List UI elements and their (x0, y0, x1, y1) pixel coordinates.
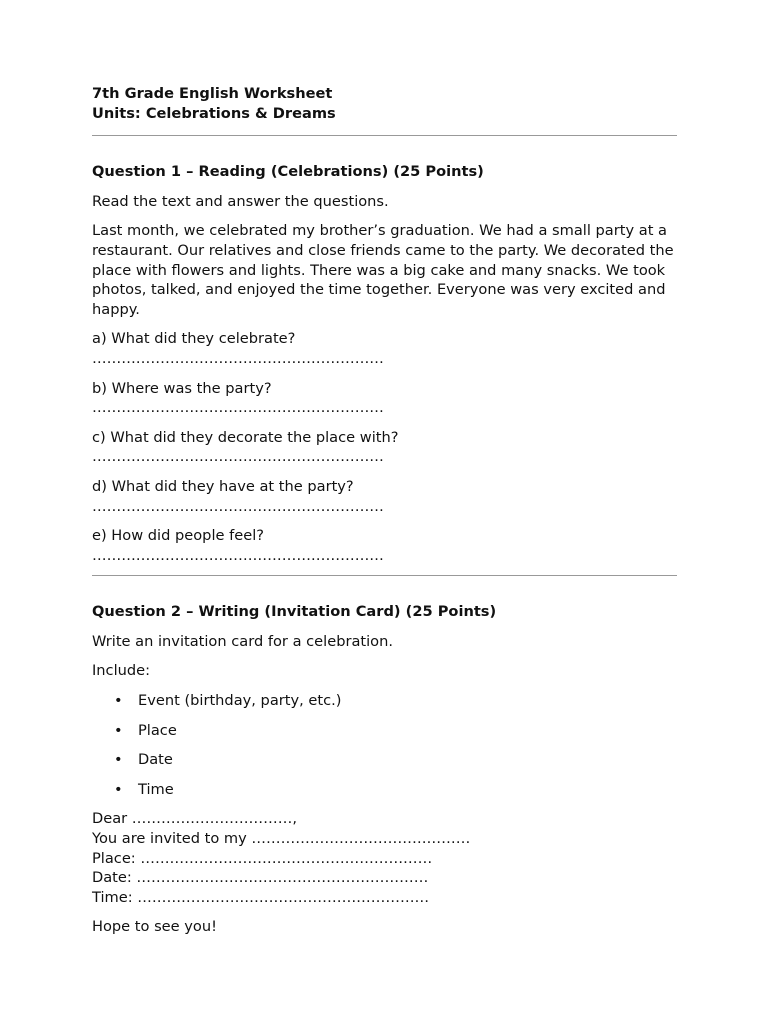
question-1e (92, 526, 677, 565)
worksheet-header (92, 84, 677, 123)
list-item (92, 691, 677, 711)
question-text: d) What did they have at the party? (92, 477, 354, 495)
card-invited-line: You are invited to my ……………………………………… (92, 830, 471, 848)
include-label: Include: (92, 662, 151, 680)
list-item-label: Event (birthday, party, etc.) (138, 692, 342, 710)
question-1d (92, 477, 677, 516)
divider-top (92, 135, 677, 136)
question-1-instruction: Read the text and answer the questions. (92, 192, 389, 210)
list-item (92, 750, 677, 770)
card-place-line: Place: …………………………………………………… (92, 849, 433, 867)
card-closing: Hope to see you! (92, 918, 217, 936)
list-item-label: Place (138, 721, 177, 739)
list-item-label: Date (138, 751, 173, 769)
list-item-label: Time (138, 780, 174, 798)
question-2-section (92, 602, 677, 937)
answer-blank: …………………………………………………… (92, 497, 384, 515)
divider-middle (92, 575, 677, 576)
card-dear-line: Dear ……………………………, (92, 810, 297, 828)
question-text: b) Where was the party? (92, 379, 272, 397)
question-1-section (92, 162, 677, 565)
invitation-card-template (92, 809, 677, 907)
bullet-icon: • (114, 692, 123, 710)
worksheet-title: 7th Grade English Worksheet (92, 85, 333, 102)
question-1b (92, 379, 677, 418)
bullet-icon: • (114, 780, 123, 798)
include-list (92, 691, 677, 799)
card-time-line: Time: …………………………………………………… (92, 888, 430, 906)
worksheet-page (92, 84, 677, 937)
question-text: c) What did they decorate the place with? (92, 428, 399, 446)
worksheet-units: Units: Celebrations & Dreams (92, 104, 336, 122)
answer-blank: …………………………………………………… (92, 349, 384, 367)
list-item (92, 780, 677, 800)
question-2-instruction: Write an invitation card for a celebration. (92, 632, 393, 650)
question-text: e) How did people feel? (92, 527, 265, 545)
question-1-title: Question 1 – Reading (Celebrations) (25 Points) (92, 163, 484, 181)
question-text: a) What did they celebrate? (92, 330, 296, 348)
answer-blank: …………………………………………………… (92, 546, 384, 564)
answer-blank: …………………………………………………… (92, 448, 384, 466)
bullet-icon: • (114, 751, 123, 769)
reading-passage: Last month, we celebrated my brother’s graduation. We had a small party at a restaurant. Our relatives and close friends came to the party. We decorated the place with flowers and lights. There was a big cake and many snacks. We took photos, talked, and enjoyed the time together. Everyone was very excited and happy. (92, 222, 674, 318)
bullet-icon: • (114, 721, 123, 739)
question-2-title: Question 2 – Writing (Invitation Card) (25 Points) (92, 603, 497, 621)
question-1c (92, 428, 677, 467)
question-1a (92, 329, 677, 368)
list-item (92, 721, 677, 741)
answer-blank: …………………………………………………… (92, 399, 384, 417)
card-date-line: Date: …………………………………………………… (92, 869, 429, 887)
